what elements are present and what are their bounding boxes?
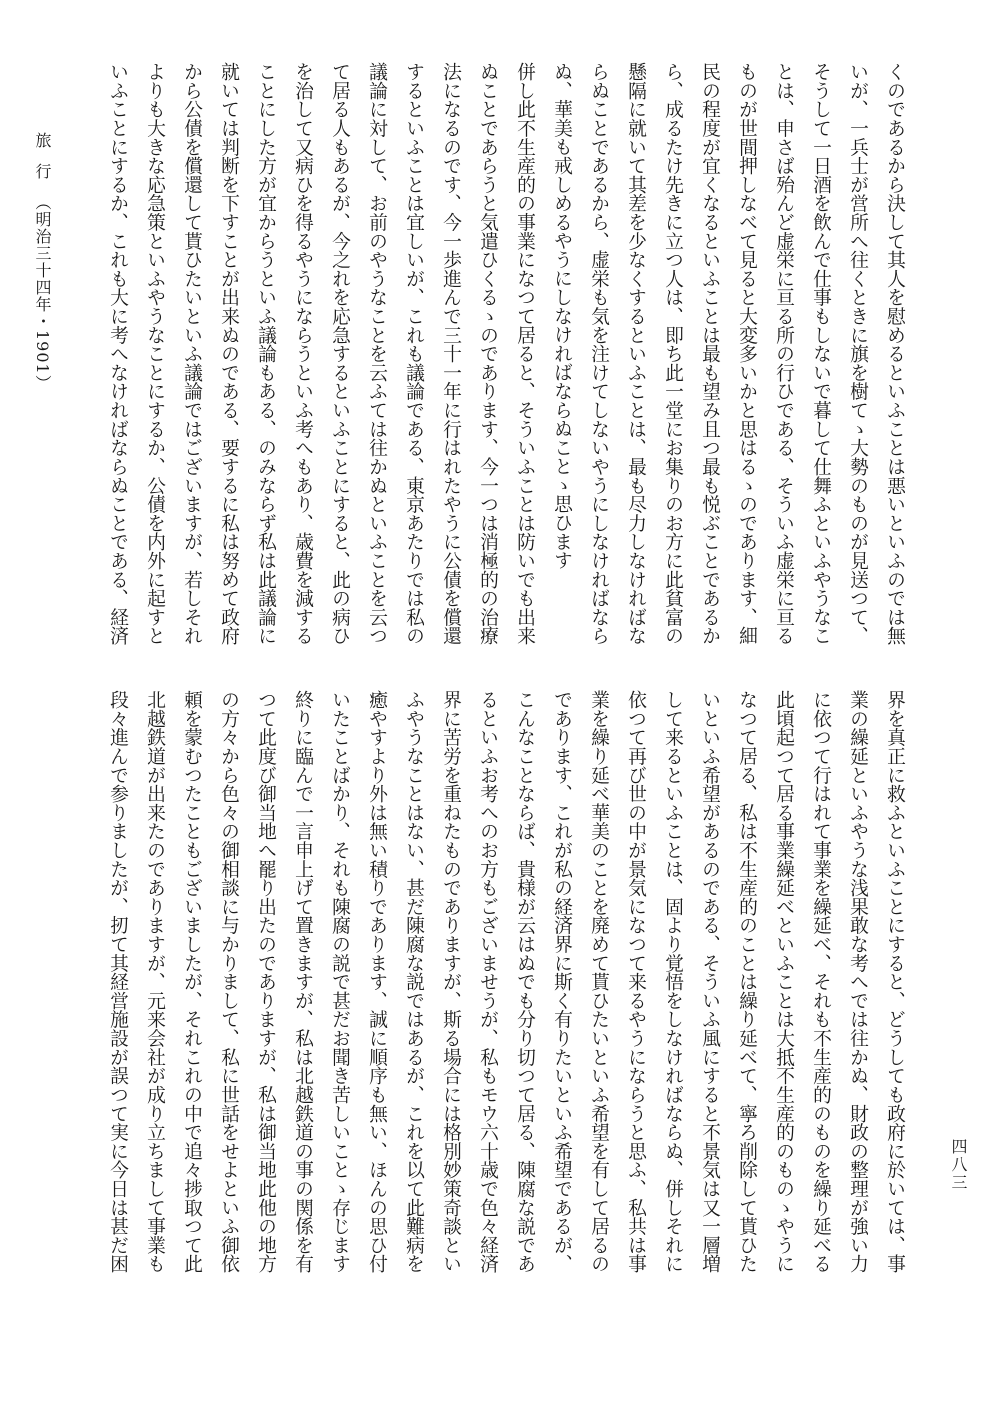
text-column: らぬことであるから、虚栄も気を注けてしないやうにしなければなら — [588, 62, 609, 645]
text-column: ものが世間押しなべて見ると大変多いかと思はるゝのであります、細 — [736, 62, 757, 645]
text-column: に依つて行はれて事業を繰延べ、それも不生産的のものを繰り延べる — [810, 690, 831, 1273]
text-column: ふやうなことはない、甚だ陳腐な説ではあるが、これを以て此難病を — [403, 690, 424, 1273]
running-head-date: （明治三十四年・1901） — [33, 194, 52, 392]
text-column: するといふことは宜しいが、これも議論である、東京あたりでは私の — [403, 62, 424, 645]
text-column: いといふ希望があるのである、そういふ風にすると不景気は又一層増 — [699, 690, 720, 1273]
text-column: なつて居る、私は不生産的のことは繰り延べて、寧ろ削除して貰ひた — [736, 690, 757, 1273]
text-column: つて此度び御当地へ罷り出たのでありますが、私は御当地此他の地方 — [255, 690, 276, 1273]
text-column: 就いては判断を下すことが出来ぬのである、要するに私は努めて政府 — [218, 62, 239, 645]
text-column: ら、成るたけ先きに立つ人は、即ち此一堂にお集りのお方に此貧富の — [662, 62, 683, 645]
text-column: 終りに臨んで一言申上げて置きますが、私は北越鉄道の事の関係を有 — [292, 690, 313, 1273]
text-column: 懸隔に就いて其差を少なくするといふことは、最も尽力しなければな — [625, 62, 646, 645]
text-column: 段々進んで参りましたが、扨て其経営施設が誤つて実に今日は甚だ困 — [107, 690, 128, 1273]
text-column: 界に苦労を重ねたものでありますが、斯る場合には格別妙策奇談とい — [440, 690, 461, 1273]
text-column: ぬことであらうと気遣ひくるゝのであります、今一つは消極的の治療 — [477, 62, 498, 645]
text-column: ぬ、華美も戒しめるやうにしなければならぬことゝ思ひます — [551, 62, 572, 570]
text-column: 業の繰延といふやうな浅果敢な考へでは往かぬ、財政の整理が強い力 — [847, 690, 868, 1273]
text-column: 業を繰り延べ華美のことを廃めて貰ひたいといふ希望を有して居るの — [588, 690, 609, 1273]
text-column: 併し此不生産的の事業になつて居ると、そういふことは防いでも出来 — [514, 62, 535, 645]
text-column: から公債を償還して貰ひたいといふ議論ではございますが、若しそれ — [181, 62, 202, 645]
text-column: よりも大きな応急策といふやうなことにするか、公債を内外に起すと — [144, 62, 165, 645]
text-column: であります、これが私の経済界に斯く有りたいといふ希望であるが、 — [551, 690, 572, 1273]
text-column: 依つて再び世の中が景気になつて来るやうにならうと思ふ、私共は事 — [625, 690, 646, 1273]
text-column: るといふお考へのお方もございませうが、私もモウ六十歳で色々経済 — [477, 690, 498, 1273]
text-column: そうして一日酒を飲んで仕事もしないで暮して仕舞ふといふやうなこ — [810, 62, 831, 645]
text-column: 頼を蒙むつたこともございましたが、それこれの中で追々捗取つて此 — [181, 690, 202, 1273]
running-head — [30, 132, 54, 392]
text-column: を治して又病ひを得るやうにならうといふ考へもあり、歳費を減する — [292, 62, 313, 645]
text-block-bottom — [99, 690, 913, 1273]
text-column: 界を真正に救ふといふことにすると、どうしても政府に於いては、事 — [884, 690, 905, 1273]
running-head-section-2: 行 — [33, 163, 52, 180]
text-column: 法になるのです、今一歩進んで三十一年に行はれたやうに公債を償還 — [440, 62, 461, 645]
text-column: 北越鉄道が出来たのでありますが、元来会社が成り立ちまして事業も — [144, 690, 165, 1273]
text-column: いたことばかり、それも陳腐の説で甚だお聞き苦しいことゝ存じます — [329, 690, 350, 1273]
text-column: て居る人もあるが、今之れを応急するといふことにすると、此の病ひ — [329, 62, 350, 645]
text-column: ことにした方が宜からうといふ議論もある、のみならず私は此議論に — [255, 62, 276, 645]
text-column: 此頃起つて居る事業繰延べといふことは大抵不生産的のものゝやうに — [773, 690, 794, 1273]
text-column: とは、申さば殆んど虚栄に亘る所の行ひである、そういふ虚栄に亘る — [773, 62, 794, 645]
text-column: 癒やすより外は無い積りであります、誠に順序も無い、ほんの思ひ付 — [366, 690, 387, 1273]
text-column: くのであるから決して其人を慰めるといふことは悪いといふのでは無 — [884, 62, 905, 645]
running-head-section: 旅 — [33, 132, 52, 149]
text-column: して来るといふことは、固より覚悟をしなければならぬ、併しそれに — [662, 690, 683, 1273]
text-column: いふことにするか、これも大に考へなければならぬことである、経済 — [107, 62, 128, 645]
text-block-top — [99, 62, 913, 645]
text-column: こんなことならば、貴様が云はぬでも分り切つて居る、陳腐な説であ — [514, 690, 535, 1273]
text-column: の方々から色々の御相談に与かりまして、私に世話をせよといふ御依 — [218, 690, 239, 1273]
text-column: いが、一兵士が営所へ往くときに旗を樹てゝ大勢のものが見送つて、 — [847, 62, 868, 645]
text-column: 議論に対して、お前のやうなことを云ふては往かぬといふことを云つ — [366, 62, 387, 645]
text-column: 民の程度が宜くなるといふことは最も望み且つ最も悦ぶことであるか — [699, 62, 720, 645]
page-number: 四八三 — [949, 1138, 968, 1192]
